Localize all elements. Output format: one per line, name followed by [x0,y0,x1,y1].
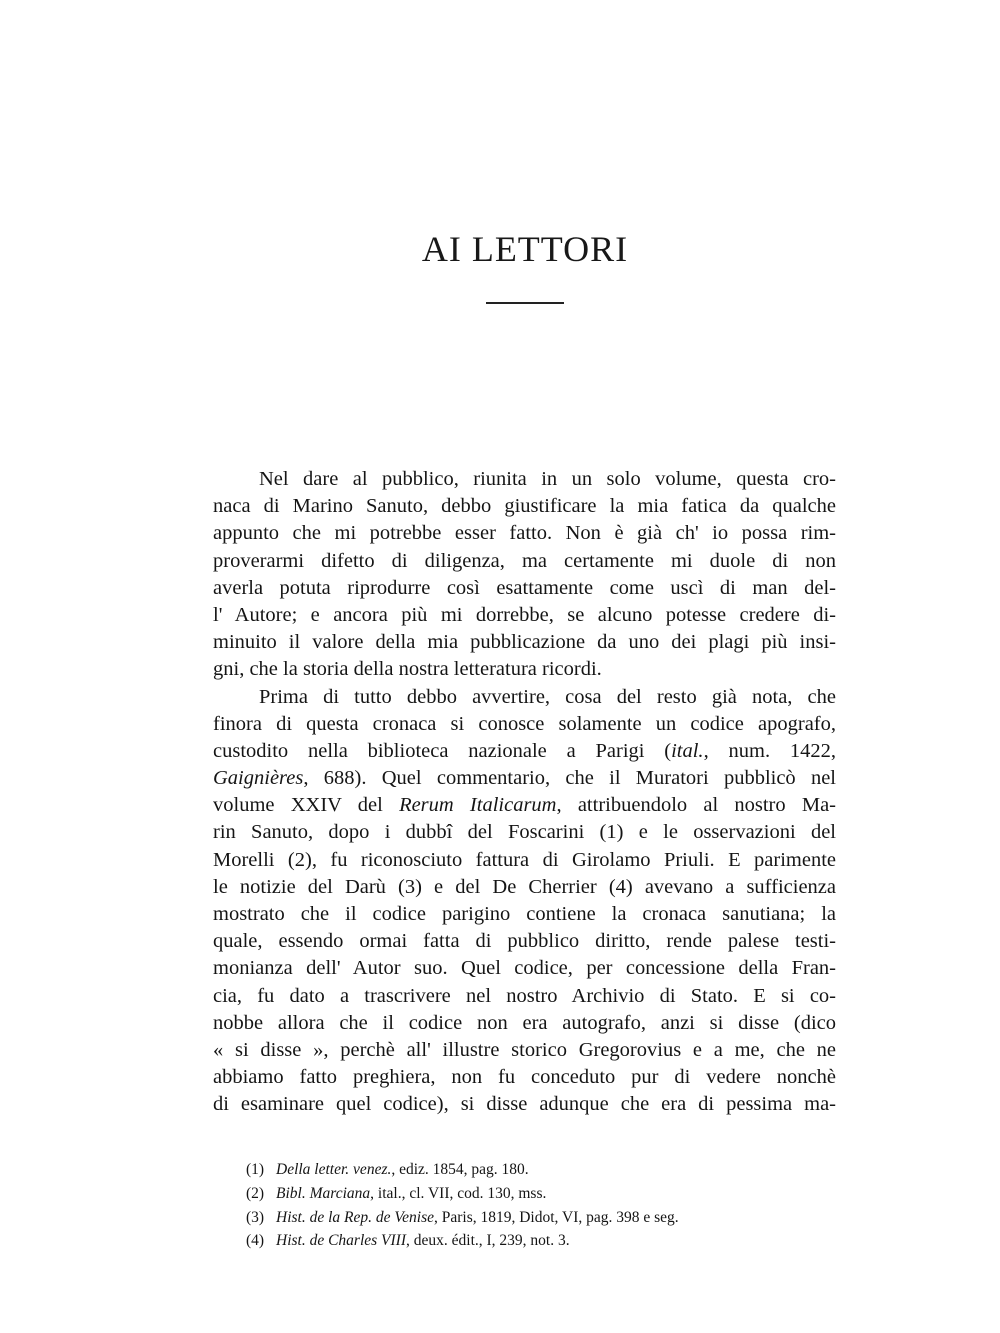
footnote-mark: (1) [246,1161,265,1178]
text-line: proverarmi difetto di diligenza, ma certamente mi duole di non [213,549,836,572]
text-line: custodito nella biblioteca nazionale a Parigi (ital., num. 1422, [213,739,836,762]
text-line: Gaignières, 688). Quel commentario, che il Muratori pubblicò nel [213,767,836,790]
footnote [246,1158,846,1182]
paragraph [213,684,836,1119]
footnote [246,1229,846,1253]
footnote-mark: (3) [246,1208,265,1226]
italic-run: Rerum Italicarum [399,794,557,817]
footnote-title: Hist. de la Rep. de Venise [276,1208,434,1226]
body-text [213,466,836,1119]
text-line: Prima di tutto debbo avvertire, cosa del resto già nota, che [259,685,836,708]
footnote-title: Hist. de Charles VIII [276,1232,407,1250]
text-line: l' Autore; e ancora più mi dorrebbe, se alcuno potesse credere di- [213,603,836,626]
text-line: di esaminare quel codice), si disse adunque che era di pessima ma- [213,1093,836,1116]
page-title: AI LETTORI [421,229,629,269]
text-line: cia, fu dato a trascrivere nel nostro Archivio di Stato. E si co- [213,984,836,1007]
text-line: rin Sanuto, dopo i dubbî del Foscarini (1) e le osservazioni del [213,821,836,844]
text-line: naca di Marino Sanuto, debbo giustificare la mia fatica da qualche [213,495,836,518]
footnote [246,1182,846,1206]
text-line: monianza dell' Autor suo. Quel codice, per concessione della Fran- [213,957,836,980]
text-line: abbiamo fatto preghiera, non fu conceduto pur di vedere nonchè [213,1066,836,1089]
footnote-mark: (4) [246,1232,265,1250]
italic-run: ital. [671,739,704,762]
text-line: quale, essendo ormai fatta di pubblico diritto, rende palese testi- [213,930,836,953]
text-line: nobbe allora che il codice non era autografo, anzi si disse (dico [213,1011,836,1034]
footnote-title: Della letter. venez. [276,1161,392,1178]
footnote-text: , ediz. 1854, pag. 180. [391,1161,529,1178]
footnote-mark: (2) [246,1184,265,1202]
text-line: volume XXIV del Rerum Italicarum, attribuendolo al nostro Ma- [213,794,836,817]
text-line: gni, che la storia della nostra letteratura ricordi. [213,658,602,681]
footnotes [246,1158,846,1253]
italic-run: Gaignières [213,767,304,790]
footnote-text: , ital., cl. VII, cod. 130, mss. [370,1184,547,1202]
footnote [246,1206,846,1230]
text-line: appunto che mi potrebbe esser fatto. Non è già ch' io possa rim- [213,522,836,545]
text-line: minuito il valore della mia pubblicazione da uno dei plagi più insi- [213,631,836,654]
text-line: Nel dare al pubblico, riunita in un solo volume, questa cro- [259,468,836,490]
text-line: Morelli (2), fu riconosciuto fattura di Girolamo Priuli. E parimente [213,848,836,871]
text-line: averla potuta riprodurre così esattamente come uscì di man del- [213,576,836,599]
footnote-text: , deux. édit., I, 239, not. 3. [406,1232,570,1250]
paragraph [213,466,836,684]
text-line: le notizie del Darù (3) e del De Cherrier (4) avevano a sufficienza [213,875,836,898]
title-divider [486,302,564,304]
text-line: finora di questa cronaca si conosce solamente un codice apografo, [213,712,836,735]
text-line: mostrato che il codice parigino contiene la cronaca sanutiana; la [213,903,836,925]
footnote-title: Bibl. Marciana [276,1184,371,1202]
footnote-text: , Paris, 1819, Didot, VI, pag. 398 e seg. [433,1208,679,1226]
text-line: « si disse », perchè all' illustre storico Gregorovius e a me, che ne [213,1038,836,1061]
